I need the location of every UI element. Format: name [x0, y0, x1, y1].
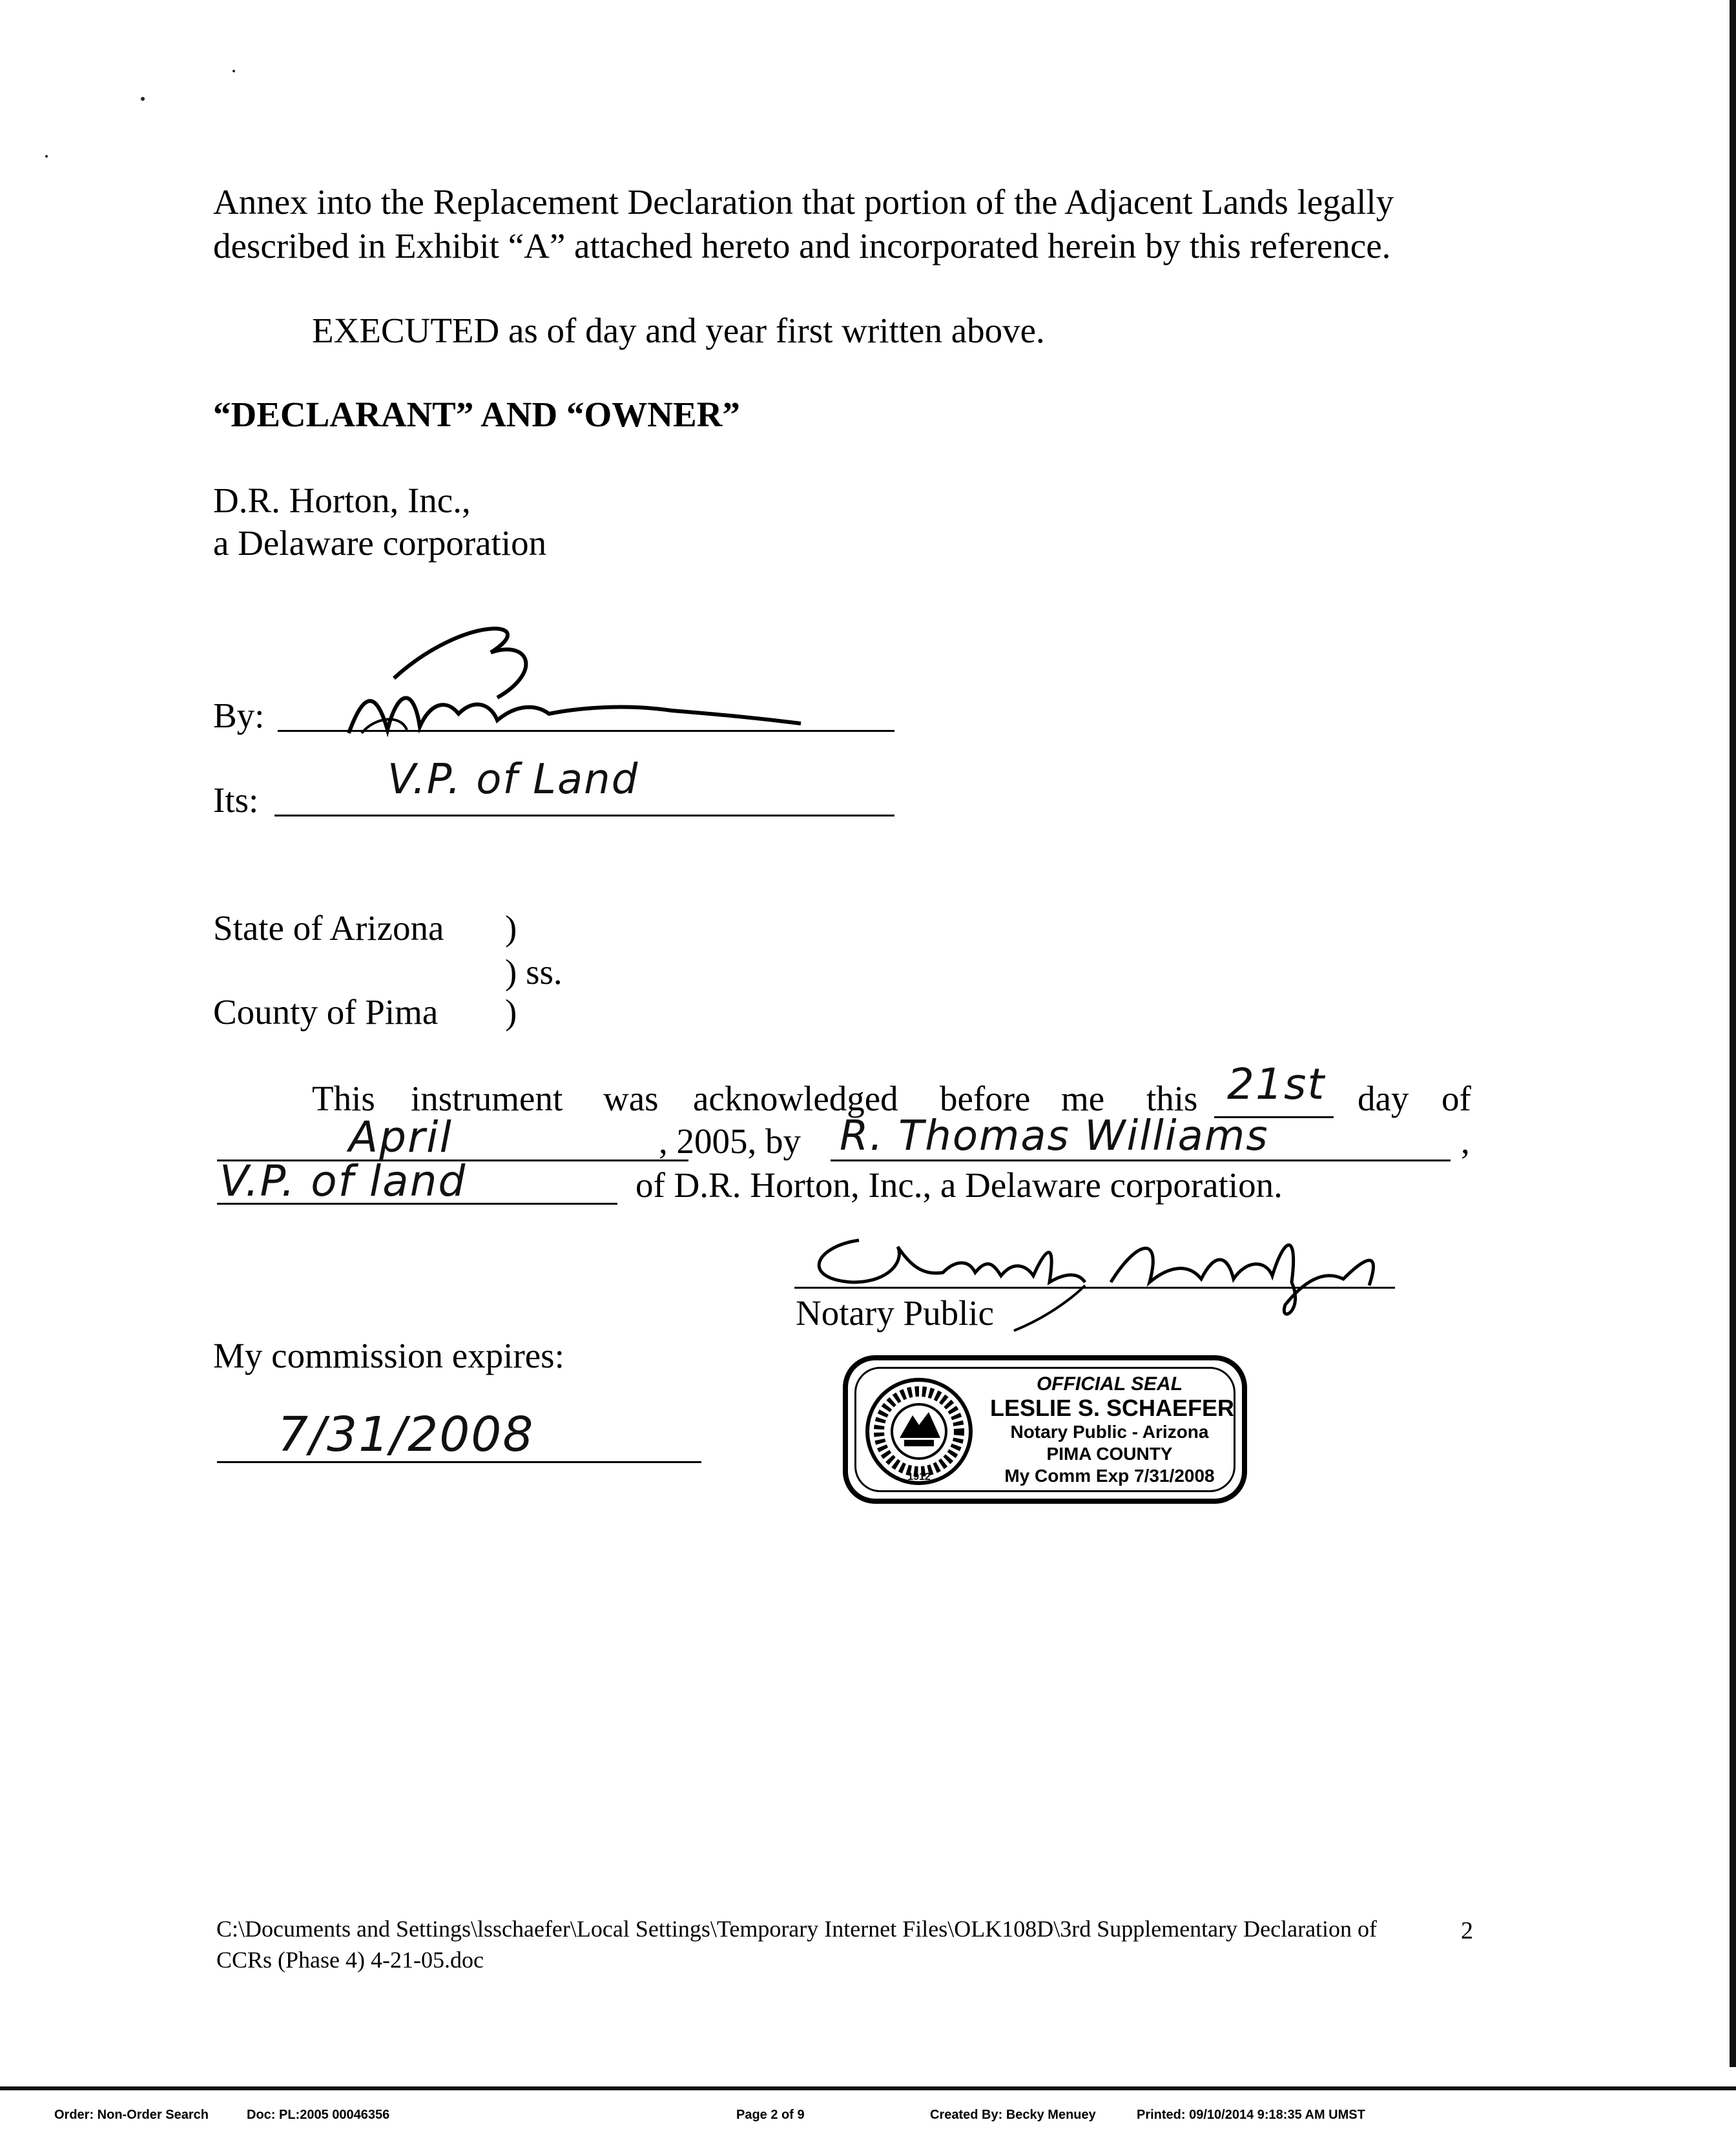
venue-ss: ) ss.	[505, 952, 563, 992]
status-created-by: Created By: Becky Menuey	[930, 2108, 1096, 2122]
ack-word-this: This	[312, 1079, 375, 1118]
ack-year-text: , 2005, by	[659, 1121, 801, 1161]
ack-word-day: day	[1358, 1079, 1409, 1118]
footer-path-line-2: CCRs (Phase 4) 4-21-05.doc	[216, 1947, 484, 1973]
status-page: Page 2 of 9	[736, 2108, 805, 2122]
its-label: Its:	[213, 780, 259, 820]
footer-path-line-1: C:\Documents and Settings\lsschaefer\Local Settings\Temporary Internet Files\OLK108D\3rd Supplementary Declaration of	[216, 1916, 1378, 1942]
month-handwritten: April	[349, 1112, 453, 1162]
page-right-border	[1730, 0, 1736, 2067]
declarant-heading: “DECLARANT” AND “OWNER”	[213, 395, 740, 434]
venue-county: County of Pima	[213, 992, 439, 1032]
seal-county: PIMA COUNTY	[1046, 1444, 1173, 1464]
scan-speck	[45, 155, 48, 158]
name-handwritten: R. Thomas Williams	[840, 1112, 1269, 1160]
its-line	[274, 815, 894, 816]
by-label: By:	[213, 696, 265, 735]
seal-name: LESLIE S. SCHAEFER	[990, 1395, 1235, 1421]
seal-notary-line: Notary Public - Arizona	[1010, 1422, 1209, 1442]
ack-word-instrument: instrument	[411, 1079, 563, 1118]
ack-word-acknowledged: acknowledged	[693, 1079, 898, 1118]
title-handwritten: V.P. of land	[220, 1156, 467, 1206]
status-doc: Doc: PL:2005 00046356	[247, 2108, 390, 2122]
company-name: D.R. Horton, Inc.,	[213, 481, 471, 520]
page-number: 2	[1461, 1917, 1473, 1944]
ack-comma: ,	[1461, 1121, 1470, 1161]
executed-text: EXECUTED as of day and year first written above.	[312, 311, 1045, 350]
venue-paren-3: )	[505, 992, 517, 1032]
ack-corp-text: of D.R. Horton, Inc., a Delaware corporation.	[636, 1165, 1283, 1205]
page-bottom-border	[0, 2086, 1736, 2090]
annex-line-1: Annex into the Replacement Declaration that portion of the Adjacent Lands legally	[213, 182, 1394, 222]
notary-line	[794, 1287, 1395, 1289]
annex-line-2: described in Exhibit “A” attached hereto and incorporated herein by this reference.	[213, 226, 1391, 265]
scan-speck	[232, 70, 235, 72]
ack-word-before: before	[940, 1079, 1031, 1118]
venue-state: State of Arizona	[213, 908, 444, 948]
status-printed: Printed: 09/10/2014 9:18:35 AM UMST	[1137, 2108, 1365, 2122]
ack-word-was: was	[603, 1079, 659, 1118]
notary-public-label: Notary Public	[796, 1293, 995, 1333]
its-handwritten-title: V.P. of Land	[388, 756, 639, 804]
state-seal-icon	[864, 1377, 974, 1486]
ack-word-this-2: this	[1146, 1079, 1198, 1118]
seal-year: 1912	[907, 1471, 931, 1482]
company-type: a Delaware corporation	[213, 523, 547, 563]
scan-speck	[141, 97, 145, 101]
seal-expiration: My Comm Exp 7/31/2008	[1004, 1466, 1215, 1486]
commission-label: My commission expires:	[213, 1336, 564, 1375]
seal-title: OFFICIAL SEAL	[1036, 1373, 1183, 1395]
day-handwritten: 21st	[1227, 1059, 1326, 1109]
ack-word-me: me	[1061, 1079, 1105, 1118]
venue-paren-1: )	[505, 908, 517, 948]
commission-date-handwritten: 7/31/2008	[278, 1407, 535, 1462]
official-seal-stamp	[843, 1355, 1247, 1504]
ack-word-of: of	[1442, 1079, 1471, 1118]
authorized-signature	[336, 601, 827, 743]
footer-file-path	[216, 1913, 1377, 1975]
status-order: Order: Non-Order Search	[54, 2108, 209, 2122]
